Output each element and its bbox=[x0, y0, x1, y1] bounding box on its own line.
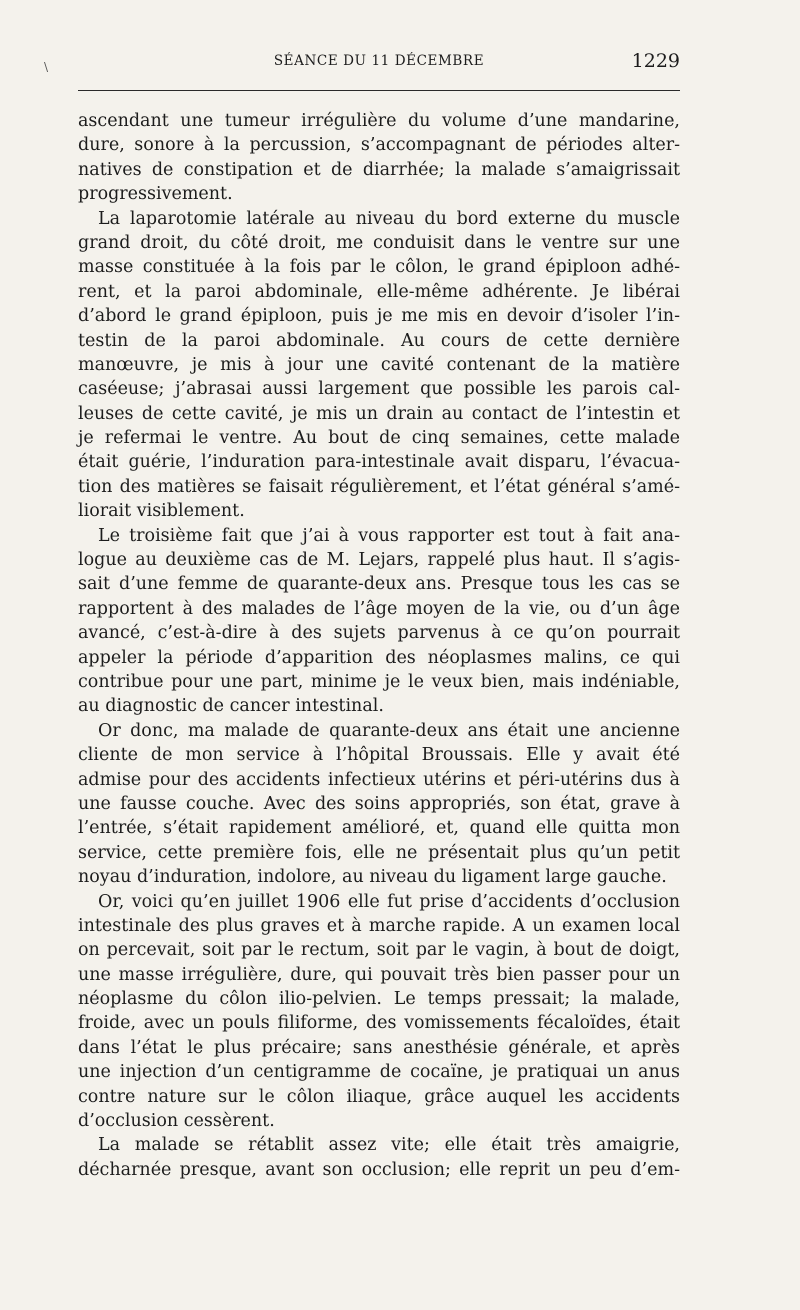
text-line: sait d’une femme de quarante-deux ans. Presque tous les cas se bbox=[78, 574, 680, 595]
text-line: admise pour des accidents infectieux utérins et péri-utérins dus à bbox=[78, 769, 680, 790]
text-line: néoplasme du côlon ilio-pelvien. Le temps pressait; la malade, bbox=[78, 989, 680, 1010]
text-line: Le troisième fait que j’ai à vous rapporter est tout à fait ana- bbox=[98, 525, 680, 546]
text-line: noyau d’induration, indolore, au niveau du ligament large gauche. bbox=[78, 867, 667, 888]
text-line: ascendant une tumeur irrégulière du volume d’une mandarine, bbox=[78, 111, 680, 131]
text-line: dans l’état le plus précaire; sans anesthésie générale, et après bbox=[78, 1037, 680, 1058]
text-line: caséeuse; j’abrasai aussi largement que possible les parois cal- bbox=[78, 379, 680, 400]
body-text bbox=[78, 109, 680, 1182]
text-line: on percevait, soit par le rectum, soit par le vagin, à bout de doigt, bbox=[78, 940, 680, 961]
text-line: masse constituée à la fois par le côlon, le grand épiploon adhé- bbox=[78, 257, 680, 278]
text-line: contre nature sur le côlon iliaque, grâce auquel les accidents bbox=[78, 1086, 680, 1107]
text-line: liorait visiblement. bbox=[78, 501, 245, 522]
text-line: manœuvre, je mis à jour une cavité contenant de la matière bbox=[78, 354, 680, 375]
text-line: avancé, c’est-à-dire à des sujets parvenus à ce qu’on pourrait bbox=[78, 623, 680, 644]
text-line: logue au deuxième cas de M. Lejars, rappelé plus haut. Il s’agis- bbox=[78, 550, 680, 571]
text-line: testin de la paroi abdominale. Au cours de cette dernière bbox=[78, 330, 680, 351]
header-rule bbox=[78, 90, 680, 91]
text-line: appeler la période d’apparition des néoplasmes malins, ce qui bbox=[78, 647, 680, 668]
text-line: Or, voici qu’en juillet 1906 elle fut prise d’accidents d’occlusion bbox=[98, 891, 680, 912]
text-line: l’entrée, s’était rapidement amélioré, et, quand elle quitta mon bbox=[78, 818, 680, 839]
text-line: décharnée presque, avant son occlusion; elle reprit un peu d’em- bbox=[78, 1159, 680, 1180]
text-line: une injection d’un centigramme de cocaïne, je pratiquai un anus bbox=[78, 1062, 680, 1083]
text-line: je refermai le ventre. Au bout de cinq semaines, cette malade bbox=[78, 428, 680, 449]
text-line: rent, et la paroi abdominale, elle-même adhérente. Je libérai bbox=[78, 281, 680, 302]
text-line: était guérie, l’induration para-intestinale avait disparu, l’évacua- bbox=[78, 452, 680, 473]
text-line: progressivement. bbox=[78, 184, 233, 205]
text-line: dure, sonore à la percussion, s’accompagnant de périodes alter- bbox=[78, 135, 680, 156]
text-line: tion des matières se faisait régulièrement, et l’état général s’amé- bbox=[78, 476, 680, 497]
text-line: rapportent à des malades de l’âge moyen de la vie, ou d’un âge bbox=[78, 598, 680, 619]
text-line: La laparotomie latérale au niveau du bord externe du muscle bbox=[98, 208, 680, 229]
text-line: d’occlusion cessèrent. bbox=[78, 1111, 275, 1132]
text-line: au diagnostic de cancer intestinal. bbox=[78, 696, 384, 717]
text-line: cliente de mon service à l’hôpital Broussais. Elle y avait été bbox=[78, 745, 680, 766]
running-title: SÉANCE DU 11 DÉCEMBRE bbox=[273, 53, 485, 69]
text-line: service, cette première fois, elle ne présentait plus qu’un petit bbox=[78, 842, 680, 863]
text-line: une fausse couche. Avec des soins appropriés, son état, grave à bbox=[78, 793, 680, 814]
page-number: 1229 bbox=[631, 50, 680, 72]
text-line: intestinale des plus graves et à marche rapide. A un examen local bbox=[78, 915, 680, 936]
text-line: leuses de cette cavité, je mis un drain au contact de l’intestin et bbox=[78, 403, 680, 424]
text-line: contribue pour une part, minime je le veux bien, mais indéniable, bbox=[78, 671, 680, 692]
text-line: natives de constipation et de diarrhée; la malade s’amaigrissait bbox=[78, 159, 680, 180]
text-line: Or donc, ma malade de quarante-deux ans était une ancienne bbox=[98, 720, 680, 741]
text-line: une masse irrégulière, dure, qui pouvait très bien passer pour un bbox=[78, 964, 680, 985]
stray-mark: \ bbox=[44, 60, 49, 74]
text-line: d’abord le grand épiploon, puis je me mis en devoir d’isoler l’in- bbox=[78, 306, 680, 327]
text-line: grand droit, du côté droit, me conduisit dans le ventre sur une bbox=[78, 232, 680, 253]
text-line: La malade se rétablit assez vite; elle était très amaigrie, bbox=[98, 1135, 680, 1156]
running-header bbox=[78, 50, 680, 76]
text-line: froide, avec un pouls filiforme, des vomissements fécaloïdes, était bbox=[78, 1013, 680, 1034]
